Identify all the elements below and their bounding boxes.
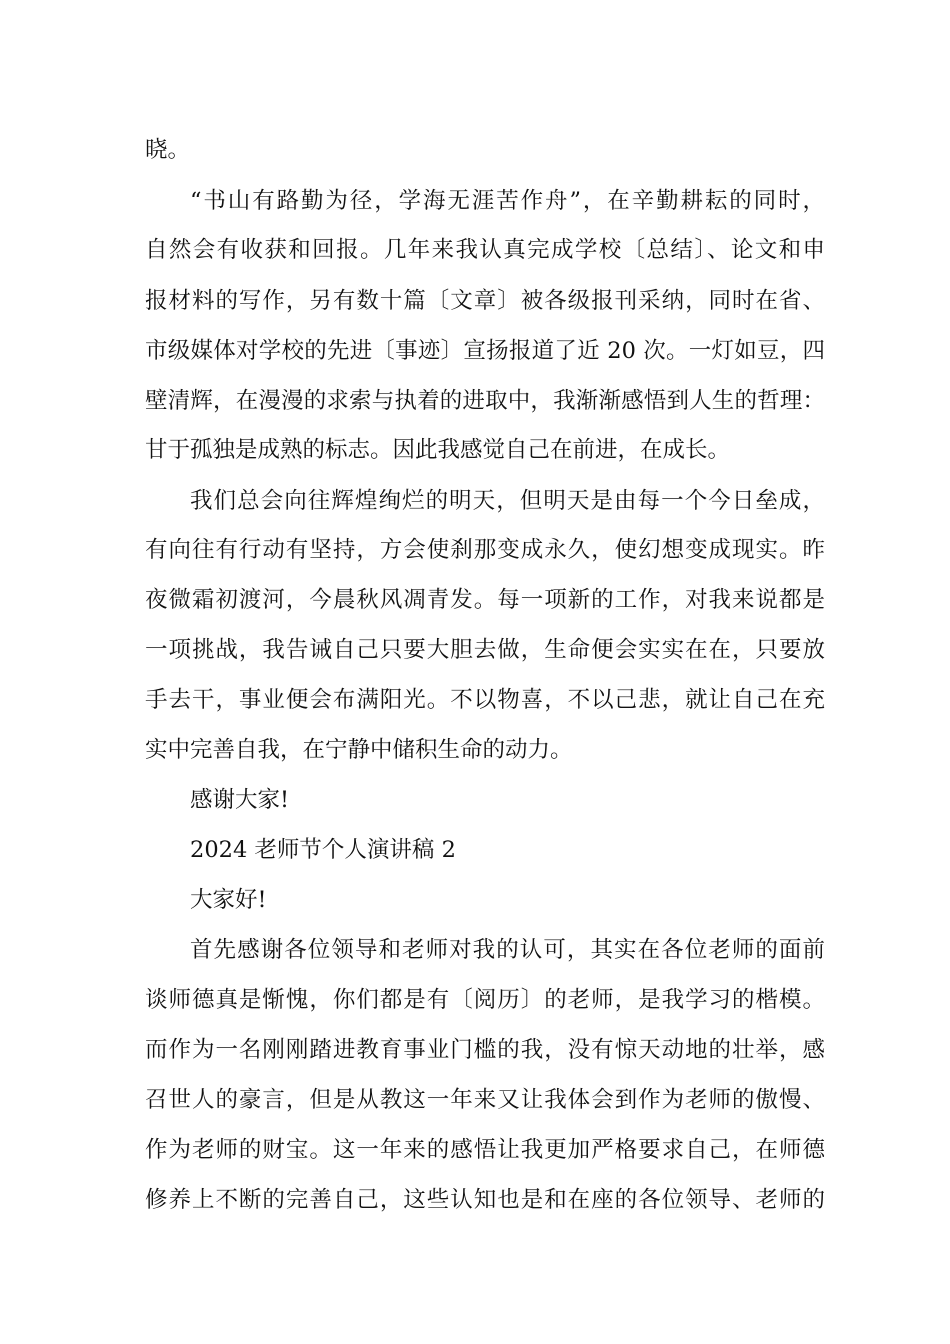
- text-line: 一项挑战，我告诫自己只要大胆去做，生命便会实实在在，只要放: [145, 637, 825, 663]
- text-line: 晓。: [145, 137, 191, 163]
- text-line: 谈师德真是惭愧，你们都是有〔阅历〕的老师，是我学习的楷模。: [145, 987, 825, 1013]
- text-line: 手去干，事业便会布满阳光。不以物喜，不以己悲，就让自己在充: [145, 687, 825, 713]
- text-line: 实中完善自我，在宁静中储积生命的动力。: [145, 737, 573, 763]
- greeting: 大家好!: [190, 887, 267, 913]
- text-line: 壁清辉，在漫漫的求索与执着的进取中，我渐渐感悟到人生的哲理：: [145, 388, 825, 414]
- text-line: 自然会有收获和回报。几年来我认真完成学校〔总结〕、论文和申: [145, 237, 825, 263]
- text-line: 市级媒体对学校的先进〔事迹〕宣扬报道了近 20 次。一灯如豆，四: [145, 338, 825, 364]
- text-line: 报材料的写作，另有数十篇〔文章〕被各级报刊采纳，同时在省、: [145, 288, 825, 314]
- section-title: 2024 老师节个人演讲稿 2: [190, 837, 456, 863]
- text-line: 有向往有行动有坚持，方会使刹那变成永久，使幻想变成现实。昨: [145, 537, 825, 563]
- paragraph-first-line: “书山有路勤为径，学海无涯苦作舟”，在辛勤耕耘的同时，: [190, 188, 825, 214]
- closing-thanks: 感谢大家!: [190, 787, 290, 813]
- text-line: 夜微霜初渡河，今晨秋风凋青发。每一项新的工作，对我来说都是: [145, 587, 825, 613]
- text-line: 作为老师的财宝。这一年来的感悟让我更加严格要求自己，在师德: [145, 1137, 825, 1163]
- paragraph-first-line: 首先感谢各位领导和老师对我的认可，其实在各位老师的面前: [190, 937, 825, 963]
- paragraph-first-line: 我们总会向往辉煌绚烂的明天，但明天是由每一个今日垒成，: [190, 488, 825, 514]
- text-line: 召世人的豪言，但是从教这一年来又让我体会到作为老师的傲慢、: [145, 1087, 825, 1113]
- text-line: 甘于孤独是成熟的标志。因此我感觉自己在前进，在成长。: [145, 437, 731, 463]
- text-line: 修养上不断的完善自己，这些认知也是和在座的各位领导、老师的: [145, 1187, 825, 1213]
- text-line: 而作为一名刚刚踏进教育事业门槛的我，没有惊天动地的壮举，感: [145, 1037, 825, 1063]
